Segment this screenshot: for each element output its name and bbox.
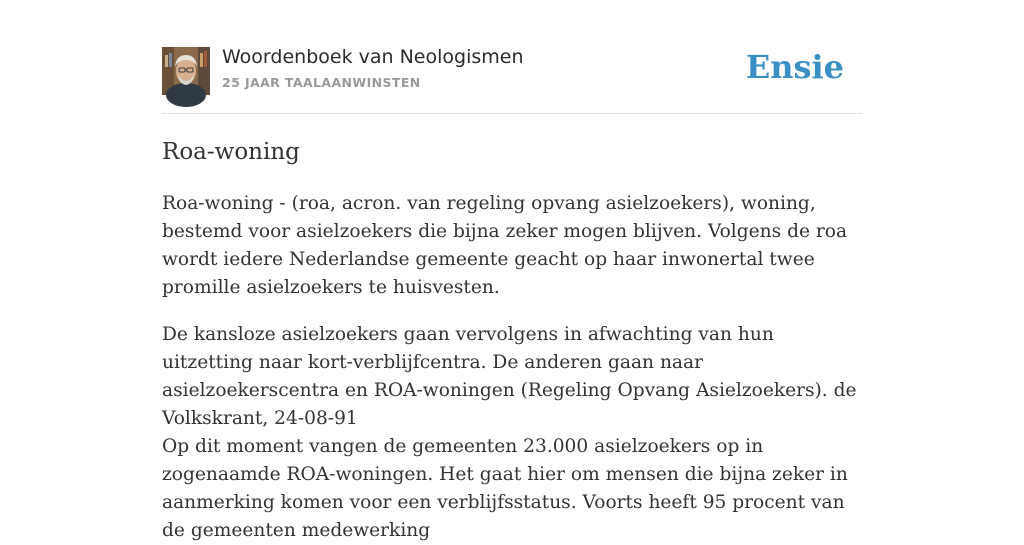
author-name[interactable]: Woordenboek van Neologismen <box>222 46 524 68</box>
article-title: Roa-woning <box>162 139 300 165</box>
article-paragraph-quote-1: De kansloze asielzoekers gaan vervolgens in afwachting van hun uitzetting naar kort-verblijfcentra. De anderen gaan naar asielzoekerscentra en ROA-woningen (Regeling Opvang Asielzoekers). de Volkskrant, 24-08-91 <box>162 324 857 429</box>
page-header <box>162 0 862 114</box>
portrait-avatar-icon[interactable] <box>162 47 210 95</box>
article-paragraph-quote-2: Op dit moment vangen de gemeenten 23.000 asielzoekers op in zogenaamde ROA-woningen. Het gaat hier om mensen die bijna zeker in aanmerking komen voor een verblijfsstatus. Voorts heeft 95 procent van de gemeenten medewerking <box>162 436 848 541</box>
brand-logo[interactable]: Ensie <box>745 48 844 86</box>
content-container <box>162 0 862 541</box>
author-tagline: 25 JAAR TAALAANWINSTEN <box>222 75 421 90</box>
article-paragraph-definition: Roa-woning - (roa, acron. van regeling opvang asielzoekers), woning, bestemd voor asielzoekers die bijna zeker mogen blijven. Volgens de roa wordt iedere Nederlandse gemeente geacht op haar inwonertal twee promille asielzoekers te huisvesten. <box>162 193 848 298</box>
